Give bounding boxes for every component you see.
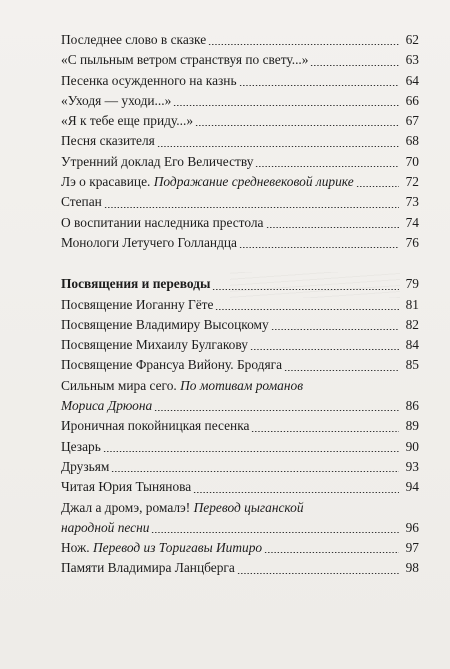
dot-leader (193, 492, 399, 493)
dot-leader (239, 85, 399, 86)
toc-entry-page: 84 (405, 337, 419, 353)
toc-entry-page: 68 (405, 133, 419, 149)
table-of-contents (61, 30, 419, 579)
dot-leader (237, 573, 399, 574)
toc-entry (61, 213, 419, 233)
toc-entry-title: Цезарь (61, 438, 101, 454)
toc-entry-title (61, 498, 304, 518)
dot-leader (271, 329, 399, 330)
dot-leader (154, 410, 399, 411)
toc-entry-title: «Я к тебе еще приду...» (61, 113, 194, 129)
toc-entry-title (61, 172, 354, 192)
dot-leader (212, 289, 399, 290)
dot-leader (173, 105, 399, 106)
toc-entry-page: 97 (405, 540, 419, 556)
toc-entry-title: Посвящение Иоганну Гёте (61, 296, 214, 312)
dot-leader (266, 227, 399, 228)
dot-leader (310, 65, 399, 66)
toc-entry (61, 131, 419, 151)
toc-entry-multiline (61, 498, 419, 539)
toc-entry-subtitle: Перевод из Торигавы Иитиро (93, 540, 263, 556)
toc-entry-subtitle-continued: Мориса Дрюона (61, 398, 153, 414)
toc-entry-title: Друзьям (61, 458, 110, 474)
toc-entry (61, 152, 419, 172)
toc-entry-title: О воспитании наследника престола (61, 214, 264, 230)
toc-entry-page: 62 (405, 32, 419, 47)
toc-entry-page: 70 (405, 153, 419, 169)
toc-entry (61, 71, 419, 91)
toc-entry-title: Утренний доклад Его Величеству (61, 153, 254, 169)
toc-entry (61, 355, 419, 375)
toc-entry-subtitle: По мотивам романов (180, 377, 304, 393)
toc-entry-page: 63 (405, 52, 419, 68)
toc-entry-title (61, 538, 262, 558)
toc-entry (61, 111, 419, 131)
toc-entry (61, 416, 419, 436)
toc-entry-title: Песенка осужденного на казнь (61, 72, 237, 88)
toc-entry-page: 98 (405, 560, 419, 576)
toc-entry-page: 64 (405, 72, 419, 88)
toc-entry-page: 82 (405, 316, 419, 332)
dot-leader (239, 247, 399, 248)
toc-entry-page: 73 (405, 194, 419, 210)
toc-entry (61, 477, 419, 497)
dot-leader (103, 451, 399, 452)
toc-entry-page: 81 (405, 296, 419, 312)
toc-entry-title (61, 376, 303, 396)
dot-leader (151, 532, 399, 533)
toc-entry-page: 96 (405, 519, 419, 535)
toc-entry-main-title: Лэ о красавице. (61, 174, 151, 190)
toc-entry-title: Монологи Летучего Голландца (61, 234, 237, 250)
dot-leader (157, 146, 399, 147)
toc-entry-page: 89 (405, 418, 419, 434)
toc-entry-title: Посвящение Владимиру Высоцкому (61, 316, 269, 332)
toc-entry (61, 192, 419, 212)
toc-entry-title: «С пыльным ветром странствуя по свету...» (61, 52, 309, 68)
toc-entry-multiline (61, 376, 419, 417)
toc-entry (61, 172, 419, 192)
toc-entry-page: 94 (405, 479, 419, 495)
toc-entry (61, 558, 419, 578)
toc-entry-subtitle-continued: народной песни (61, 519, 150, 535)
toc-entry-title: Читая Юрия Тынянова (61, 479, 192, 495)
toc-entry-title: Памяти Владимира Ланцберга (61, 560, 235, 576)
toc-entry-title: Последнее слово в сказке (61, 32, 207, 47)
dot-leader (215, 309, 399, 310)
toc-entry-page: 85 (405, 357, 419, 373)
toc-entry-title: Песня сказителя (61, 133, 155, 149)
dot-leader (356, 186, 399, 187)
dot-leader (255, 166, 399, 167)
toc-entry (61, 437, 419, 457)
toc-entry-main-title: Сильным мира сего. (61, 377, 177, 393)
dot-leader (264, 552, 399, 553)
section-heading-title: Посвящения и переводы (61, 276, 211, 292)
toc-entry (61, 30, 419, 50)
toc-entry (61, 91, 419, 111)
toc-entry (61, 335, 419, 355)
toc-section-heading (61, 274, 419, 294)
toc-entry-subtitle: Подражание средневековой лирике (153, 174, 354, 190)
section-heading-page: 79 (405, 276, 419, 292)
toc-entry (61, 50, 419, 70)
toc-entry-page: 74 (405, 214, 419, 230)
dot-leader (104, 207, 399, 208)
toc-entry (61, 315, 419, 335)
toc-entry (61, 233, 419, 253)
dot-leader (195, 125, 399, 126)
toc-entry-page: 67 (405, 113, 419, 129)
section-spacer (61, 253, 419, 274)
toc-entry-title: «Уходя — уходи...» (61, 92, 172, 108)
toc-entry-main-title: Нож. (61, 540, 90, 556)
toc-entry-page: 76 (405, 234, 419, 250)
toc-entry-page: 66 (405, 92, 419, 108)
toc-entry-main-title: Джал а дромэ, ромалэ! (61, 499, 191, 515)
dot-leader (284, 370, 399, 371)
toc-entry-page: 86 (405, 398, 419, 414)
toc-entry-page: 72 (405, 174, 419, 190)
toc-entry-title: Посвящение Франсуа Вийону. Бродяга (61, 357, 283, 373)
dot-leader (250, 349, 399, 350)
toc-entry-title: Посвящение Михаилу Булгакову (61, 337, 248, 353)
dot-leader (208, 44, 399, 45)
toc-entry (61, 295, 419, 315)
toc-entry (61, 457, 419, 477)
toc-entry (61, 538, 419, 558)
toc-entry-title: Ироничная покойницкая песенка (61, 418, 250, 434)
toc-entry-page: 90 (405, 438, 419, 454)
toc-entry-title: Степан (61, 194, 102, 210)
dot-leader (251, 431, 399, 432)
toc-entry-subtitle: Перевод цыганской (193, 499, 304, 515)
toc-entry-page: 93 (405, 458, 419, 474)
dot-leader (111, 471, 399, 472)
